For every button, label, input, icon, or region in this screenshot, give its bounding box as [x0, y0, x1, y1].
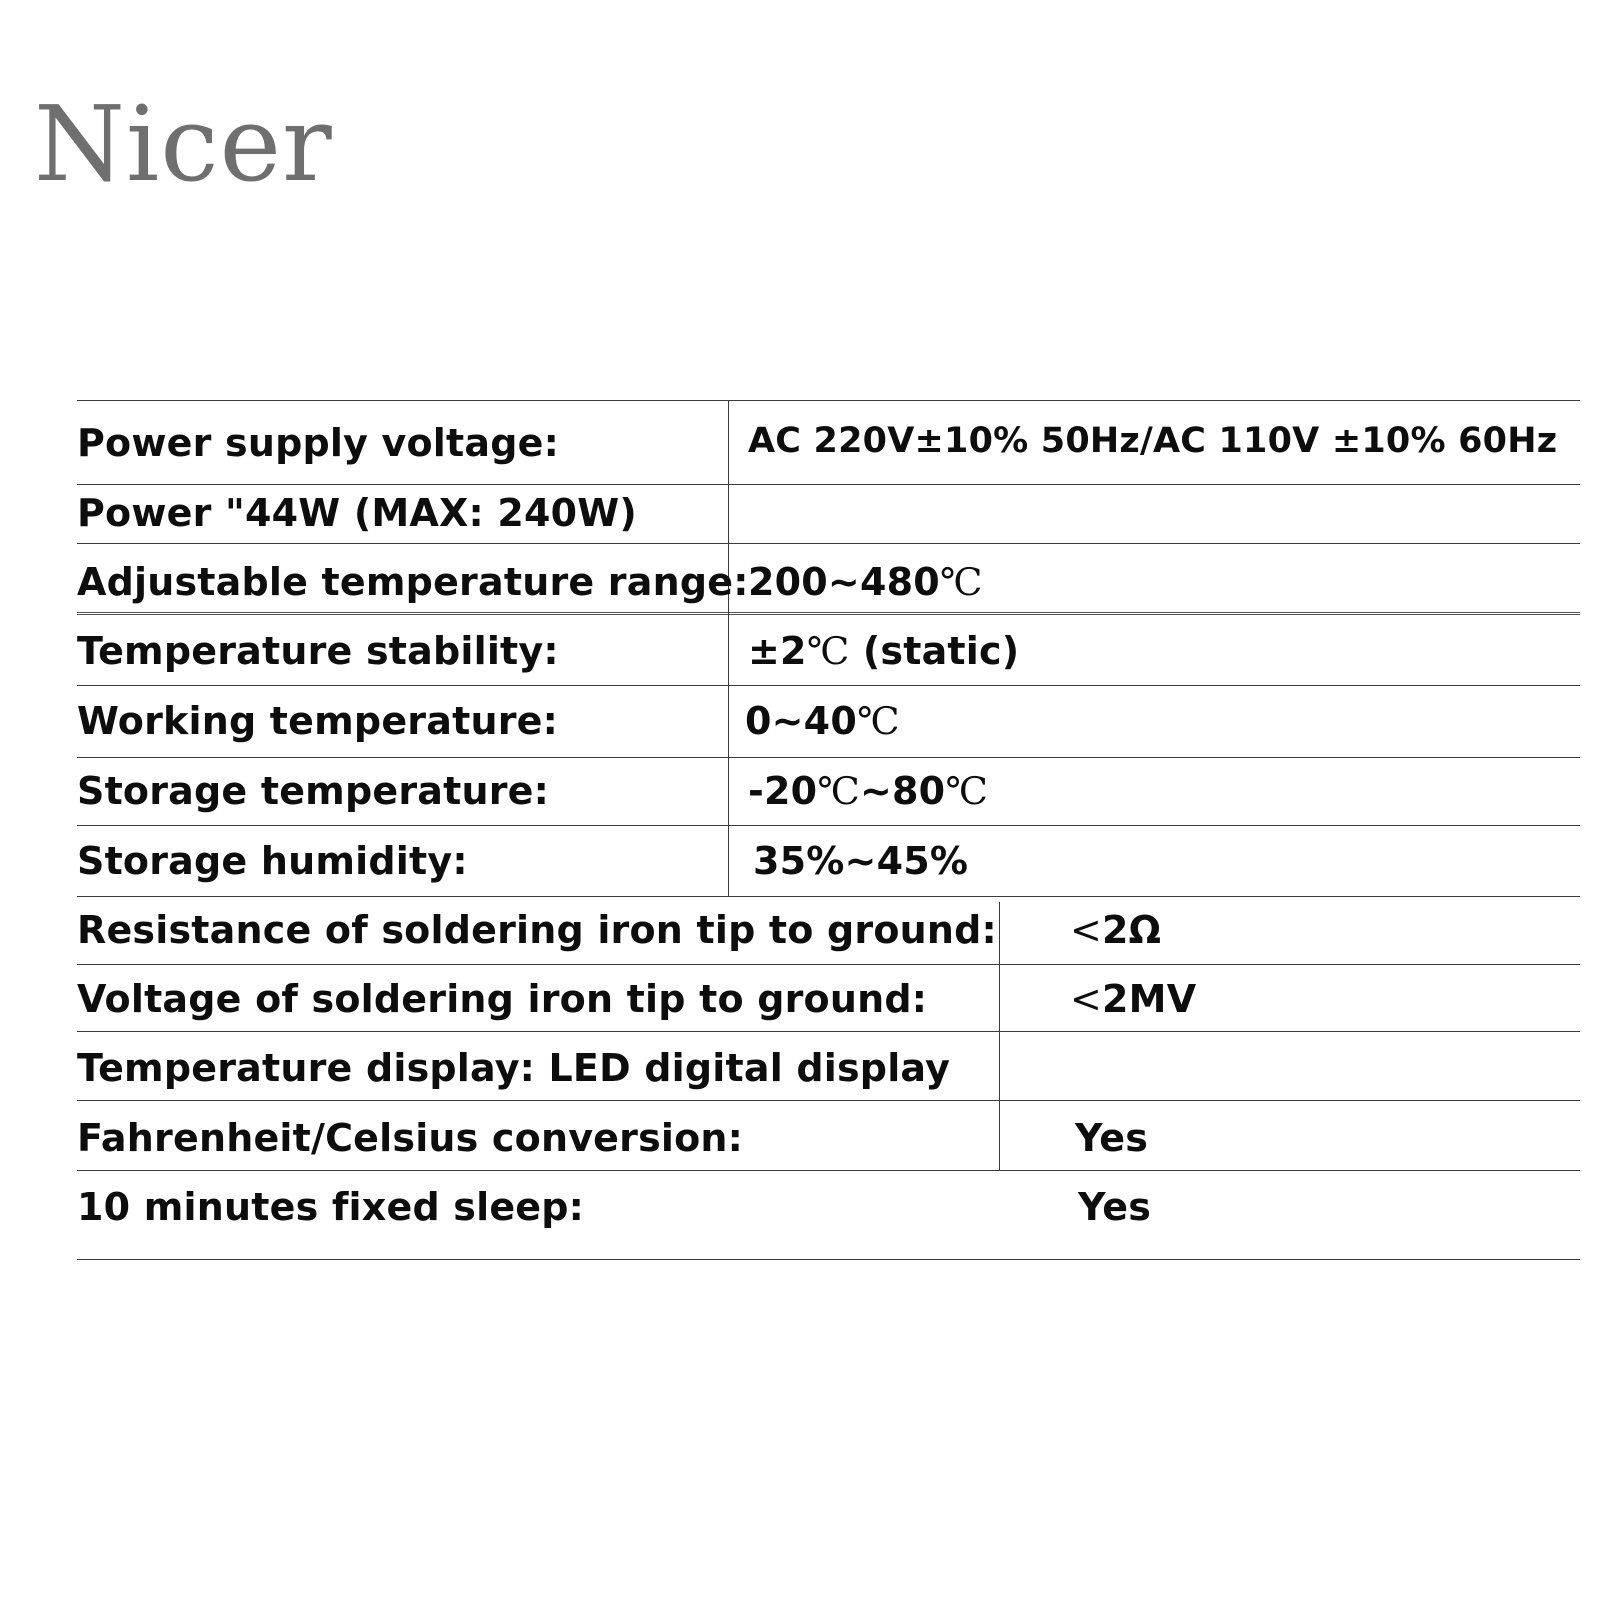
spec-value-number: 0~40 — [745, 699, 857, 743]
table-rule — [77, 757, 1580, 758]
celsius-unit: ℃ — [945, 769, 989, 813]
spec-label: Power supply voltage: — [77, 421, 559, 465]
spec-value-note: (static) — [849, 629, 1020, 673]
column-divider — [999, 902, 1000, 1170]
spec-label: Storage humidity: — [77, 839, 468, 883]
spec-value-number: 200~480 — [748, 560, 940, 604]
spec-value — [748, 629, 1020, 673]
table-rule — [77, 484, 1580, 485]
spec-table — [77, 400, 1580, 1260]
table-rule — [77, 964, 1580, 965]
less-than-symbol: < — [1070, 977, 1103, 1021]
table-rule-bottom — [77, 1259, 1580, 1260]
spec-value — [748, 769, 989, 813]
column-divider — [728, 400, 729, 896]
spec-value: Yes — [1075, 1116, 1149, 1160]
spec-label: Storage temperature: — [77, 769, 550, 813]
spec-value-number: 2MV — [1102, 977, 1197, 1021]
spec-label: Voltage of soldering iron tip to ground: — [77, 977, 928, 1021]
celsius-unit: ℃ — [939, 560, 983, 604]
table-rule — [77, 825, 1580, 826]
spec-value — [1070, 908, 1162, 952]
spec-label: Fahrenheit/Celsius conversion: — [77, 1116, 744, 1160]
table-rule — [77, 1170, 1580, 1171]
spec-value-number: -20 — [748, 769, 818, 813]
spec-value-number: 2Ω — [1102, 908, 1162, 952]
brand-logo: Nicer — [34, 83, 333, 205]
spec-label: Working temperature: — [77, 699, 559, 743]
table-rule — [77, 1100, 1580, 1101]
celsius-unit: ℃ — [817, 769, 860, 813]
table-rule — [77, 896, 1580, 897]
less-than-symbol: < — [1070, 908, 1103, 952]
spec-value-number: ~80 — [859, 769, 946, 813]
spec-value — [1070, 977, 1197, 1021]
spec-label: Resistance of soldering iron tip to ground: — [77, 908, 997, 952]
spec-value-number: ±2 — [748, 629, 807, 673]
table-rule — [77, 543, 1580, 544]
spec-label: Temperature display: LED digital display — [77, 1046, 951, 1090]
celsius-unit: ℃ — [806, 629, 850, 673]
spec-value: AC 220V±10% 50Hz/AC 110V ±10% 60Hz — [748, 421, 1558, 461]
spec-value — [748, 560, 983, 604]
spec-value: Yes — [1078, 1185, 1152, 1229]
spec-label: 10 minutes fixed sleep: — [77, 1185, 585, 1229]
celsius-unit: ℃ — [856, 699, 900, 743]
spec-value — [745, 699, 900, 743]
spec-label: Power "44W (MAX: 240W) — [77, 491, 637, 535]
spec-label: Temperature stability: — [77, 629, 559, 673]
table-rule — [77, 1031, 1580, 1032]
table-rule-double — [77, 612, 1580, 615]
spec-label: Adjustable temperature range: — [77, 560, 749, 604]
spec-value: 35%~45% — [753, 839, 969, 883]
table-rule-top — [77, 400, 1580, 401]
table-rule — [77, 685, 1580, 686]
